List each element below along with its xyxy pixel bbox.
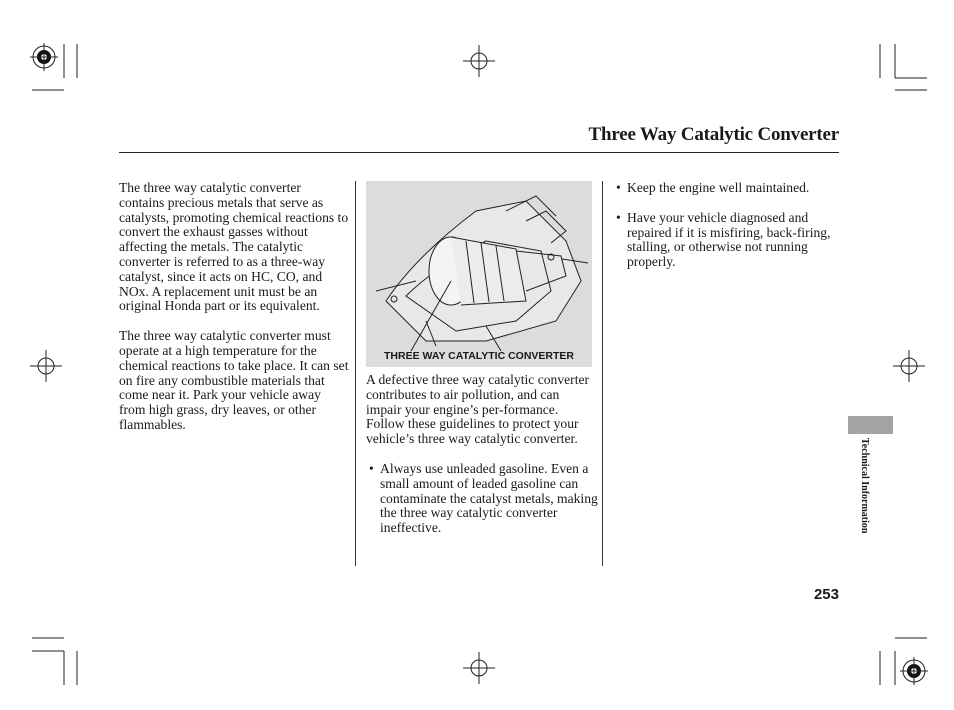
bullet-item — [369, 462, 598, 536]
registration-target-icon — [30, 43, 58, 71]
catalytic-converter-drawing — [366, 181, 592, 367]
registration-target-icon — [900, 657, 928, 685]
converter-illustration — [366, 181, 592, 367]
column-right — [616, 181, 841, 270]
figure-caption: THREE WAY CATALYTIC CONVERTER — [384, 350, 574, 362]
bullet-text: Have your vehicle diagnosed and repaired if it is misfiring, back-firing, stalling, or otherwise not running properly. — [627, 209, 831, 270]
bullet-icon: • — [616, 209, 621, 225]
title-rule — [119, 152, 839, 153]
paragraph-guidelines-intro: A defective three way catalytic converter contributes to air pollution, and can impair your engine’s per-formance. Follow these guidelines to protect your vehicle’s three way catalytic converter. — [366, 372, 590, 447]
column-middle — [366, 373, 598, 536]
bullet-icon: • — [616, 180, 621, 195]
column-divider — [355, 181, 356, 566]
paragraph-fire-warning: The three way catalytic converter must operate at a high temperature for the chemical reactions to take place. It can set on fire any combustible materials that come near it. Park your vehicle away from high grass, dry leaves, or other flammables. — [119, 328, 349, 432]
bullet-icon: • — [369, 460, 374, 476]
column-divider — [602, 181, 603, 566]
page-number: 253 — [813, 586, 839, 603]
page-title: Three Way Catalytic Converter — [588, 124, 839, 145]
bullet-item — [616, 181, 841, 196]
paragraph-description: The three way catalytic converter contains precious metals that serve as catalysts, promoting chemical reactions to convert the exhaust gasses without affecting the metals. The catalytic converter is referred to as a three-way catalyst, since it acts on HC, CO, and NOx. A replacement unit must be an original Honda part or its equivalent. — [119, 180, 349, 314]
bullet-text: Keep the engine well maintained. — [627, 180, 810, 195]
section-tab-marker — [848, 416, 893, 434]
column-left — [119, 181, 349, 433]
bullet-item — [616, 211, 841, 270]
section-label: Technical Information — [859, 438, 870, 534]
bullet-text: Always use unleaded gasoline. Even a small amount of leaded gasoline can contaminate the catalyst metals, making the three way catalytic converter ineffective. — [380, 460, 598, 536]
